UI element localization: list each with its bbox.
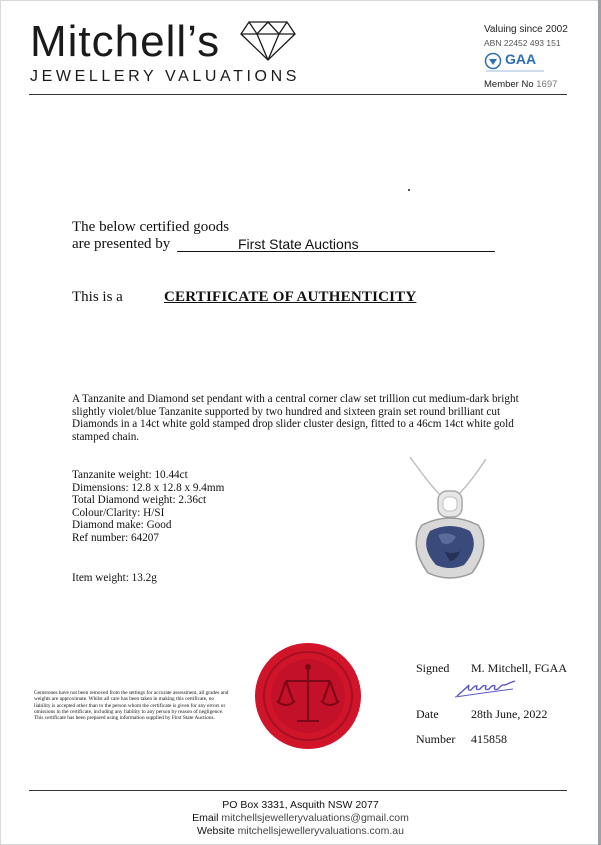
spec-tanzanite-weight: Tanzanite weight: 10.44ct xyxy=(72,469,188,481)
gaa-text: GAA xyxy=(505,51,537,67)
member-no: 1697 xyxy=(536,79,558,90)
auction-name: First State Auctions xyxy=(238,236,359,252)
stray-dot xyxy=(408,189,410,191)
email-link[interactable]: mitchellsjewelleryvaluations@gmail.com xyxy=(221,812,409,824)
spec-ref-number: Ref number: 64207 xyxy=(72,531,159,544)
email-label: Email xyxy=(192,812,219,824)
spec-list xyxy=(72,469,224,545)
spec-colour-clarity: Colour/Clarity: H/SI xyxy=(72,506,165,519)
spec-diamond-weight: Total Diamond weight: 2.36ct xyxy=(72,494,207,507)
certified-goods-line: The below certified goods xyxy=(72,219,230,235)
brand-name: Mitchell’s xyxy=(30,17,221,66)
this-is-label: This is a xyxy=(72,289,123,305)
pendant-photo xyxy=(400,455,500,585)
website-link[interactable]: mitchellsjewelleryvaluations.com.au xyxy=(237,825,404,837)
diamond-logo-icon xyxy=(239,18,297,62)
member-label: Member No xyxy=(484,79,534,90)
signed-label: Signed xyxy=(416,661,450,675)
footer-email xyxy=(0,812,601,824)
footer-address: PO Box 3331, Asquith NSW 2077 xyxy=(222,799,379,811)
spec-dimensions: Dimensions: 12.8 x 12.8 x 9.4mm xyxy=(72,481,225,494)
item-weight: Item weight: 13.2g xyxy=(72,572,157,584)
spec-diamond-make: Diamond make: Good xyxy=(72,519,172,532)
website-label: Website xyxy=(197,825,235,837)
certificate-title: CERTIFICATE OF AUTHENTICITY xyxy=(164,289,417,305)
date-label: Date xyxy=(416,707,439,721)
presented-by-label: are presented by xyxy=(72,236,171,252)
footer-website xyxy=(0,825,601,837)
signature-icon xyxy=(453,677,525,699)
footer-divider xyxy=(29,790,567,791)
item-description: A Tanzanite and Diamond set pendant with a central corner claw set trillion cut medium-dark bright slightly violet/blue Tanzanite supported by two hundred and sixteen grain set round brilliant cut Diamonds in a 14ct white gold stamped drop slider cluster design, fitted to a 46cm 14ct white gold stamped chain. xyxy=(72,393,519,443)
brand-subtitle: JEWELLERY VALUATIONS xyxy=(30,68,300,85)
valuing-since: Valuing since 2002 xyxy=(484,24,568,35)
number-label: Number xyxy=(416,732,456,746)
abn-number: ABN 22452 493 151 xyxy=(484,38,561,48)
number-value: 415858 xyxy=(471,732,507,746)
disclaimer-text: Gemstones have not been removed from the settings for accurate assessment, all grades and weights are approximate. Whilst all care has been taken in making this certificate, no liability is accepted other than to the person whom the certificate is given for any errors or omissions in the certificate, including any liability to any person by reason of negligence. This certificate has been prepared using information supplied by First State Auctions. xyxy=(34,690,229,722)
header-divider xyxy=(29,94,567,95)
wax-seal-icon xyxy=(253,641,363,751)
member-number xyxy=(484,79,557,90)
signed-value: M. Mitchell, FGAA xyxy=(471,661,567,675)
date-value: 28th June, 2022 xyxy=(471,707,548,721)
